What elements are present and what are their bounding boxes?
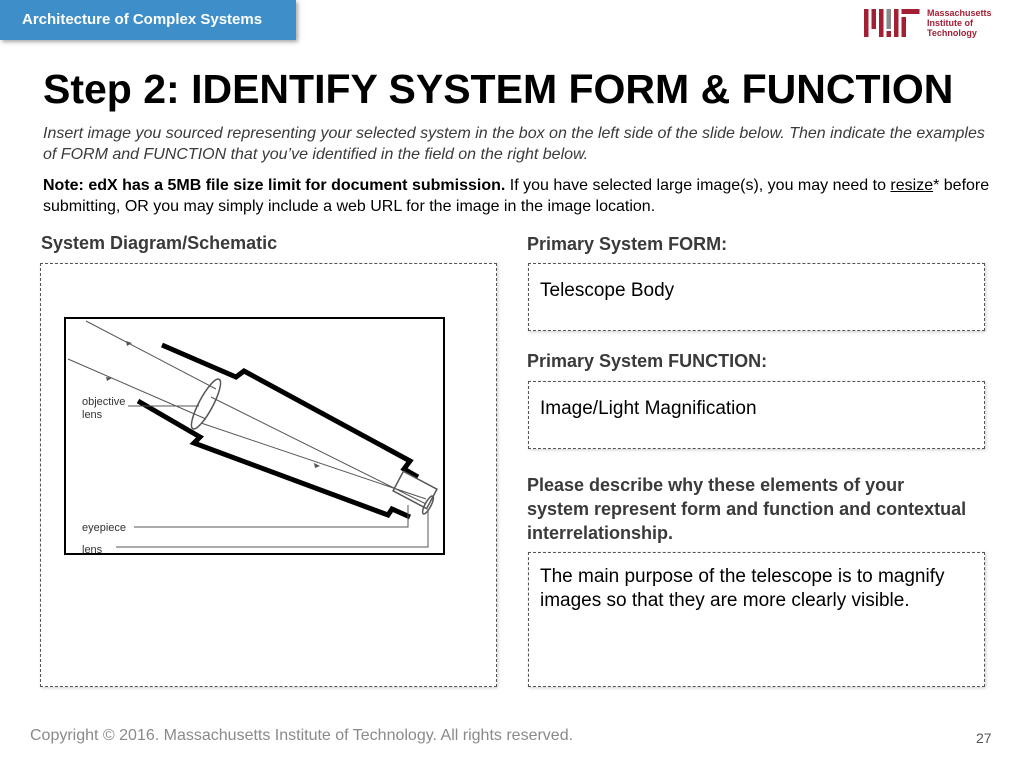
describe-field[interactable]: [528, 552, 985, 687]
logo-line-3: Technology: [927, 28, 977, 38]
telescope-diagram: [64, 317, 445, 555]
objective-label-1: objective: [82, 396, 126, 408]
eyepiece-label-1: eyepiece: [82, 522, 127, 534]
function-label: Primary System FUNCTION:: [527, 351, 768, 371]
objective-label-2: lens: [82, 409, 103, 421]
file-size-note: [43, 175, 993, 217]
course-tab: Architecture of Complex Systems: [0, 0, 296, 40]
note-bold: Note: edX has a 5MB file size limit for document submission.: [43, 177, 506, 194]
mit-wordmark: [927, 8, 992, 38]
page-number: 27: [976, 730, 992, 746]
form-value: Telescope Body: [540, 280, 675, 301]
logo-line-1: Massachusetts: [927, 8, 992, 18]
copyright-text: Copyright © 2016. Massachusetts Institute of Technology. All rights reserved.: [30, 727, 574, 744]
eyepiece-label-2: lens: [82, 544, 103, 556]
describe-label: Please describe why these elements of your system represent form and function and contextual interrelationship.: [527, 475, 967, 543]
function-value: Image/Light Magnification: [540, 398, 757, 419]
function-field[interactable]: [528, 381, 985, 449]
form-label: Primary System FORM:: [527, 234, 728, 254]
slide-title: Step 2: IDENTIFY SYSTEM FORM & FUNCTION: [43, 66, 954, 112]
describe-value: The main purpose of the telescope is to magnify images so that they are more clearly visible.: [540, 566, 945, 611]
diagram-label: System Diagram/Schematic: [41, 233, 278, 253]
telescope-drawing: [66, 319, 445, 555]
form-field[interactable]: [528, 263, 985, 331]
diagram-image-box[interactable]: [40, 263, 497, 687]
logo-line-2: Institute of: [927, 18, 973, 28]
note-text-after: * before submitting, OR you may simply include a web URL for the image in the image location.: [43, 177, 990, 215]
instructions-text: Insert image you sourced representing your selected system in the box on the left side of the slide below. Then indicate the examples of FORM and FUNCTION that you’ve identified in the field on the right below.: [43, 125, 985, 163]
note-text-before: If you have selected large image(s), you may need to: [505, 177, 891, 194]
resize-link[interactable]: resize: [890, 177, 934, 194]
mit-logo-icon: [864, 9, 920, 37]
